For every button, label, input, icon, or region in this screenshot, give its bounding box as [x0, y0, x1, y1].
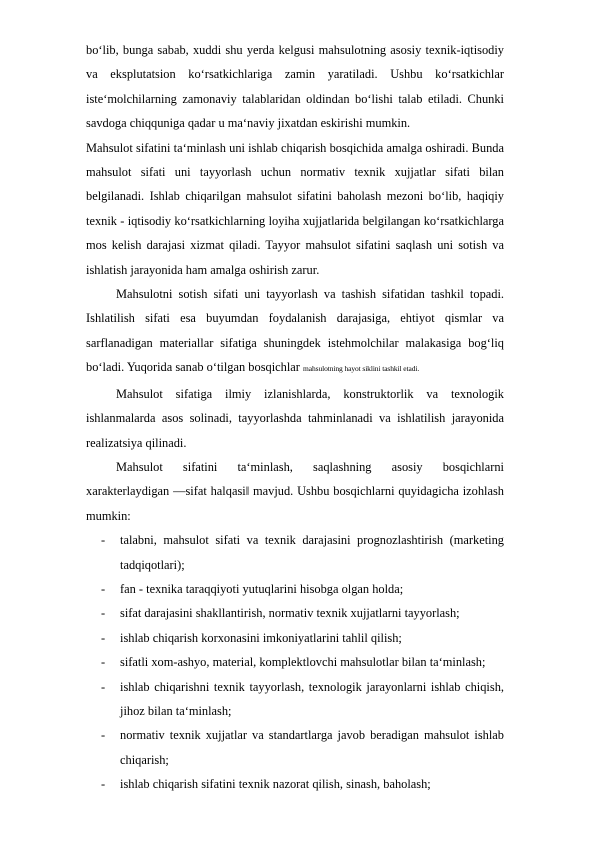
list-item	[86, 626, 504, 650]
list-item	[86, 577, 504, 601]
list-marker: -	[101, 606, 106, 621]
list-item	[86, 723, 504, 772]
list-item	[86, 650, 504, 674]
paragraph-1: bo‘lib, bunga sabab, xuddi shu yerda kelgusi mahsulotning asosiy texnik-iqtisodiy va eksplutatsion ko‘rsatkichlariga zamin yaratiladi. Ushbu ko‘rsatkichlar iste‘molchilarning zamonaviy talablaridan oldindan bo‘lishi talab etiladi. Chunki savdoga chiqquniga qadar u ma‘naviy jixatdan eskirishi mumkin.	[86, 43, 504, 131]
list-marker: -	[101, 533, 106, 548]
paragraph-4: Mahsulot sifatiga ilmiy izlanishlarda, konstruktorlik va texnologik ishlanmalarda asos solinadi, tayyorlashda tahminlanadi va ishlatilish jarayonida realizatsiya qilinadi.	[86, 386, 504, 450]
paragraph-3-text: Mahsulotni sotish sifati uni tayyorlash va tashish sifatidan tashkil topadi. Ishlatilish sifati esa buyumdan foydalanish darajasiga, ehtiyot qismlar va sarflanadigan materiallar sifatiga shuningdek istehmolchilar malakasiga bog‘liq bo‘ladi. Yuqorida sanab o‘tilgan bosqichlar	[86, 287, 504, 375]
list-item-text: sifat darajasini shakllantirish, normativ texnik xujjatlarni tayyorlash;	[120, 606, 460, 621]
list-marker: -	[101, 655, 106, 670]
list-item	[86, 675, 504, 724]
list-item-text: talabni, mahsulot sifati va texnik darajasini prognozlashtirish (marketing tadqiqotlari);	[120, 533, 504, 572]
list-marker: -	[101, 777, 106, 792]
list-item-text: ishlab chiqarish sifatini texnik nazorat qilish, sinash, baholash;	[120, 777, 431, 792]
list-item-text: normativ texnik xujjatlar va standartlarga javob beradigan mahsulot ishlab chiqarish;	[120, 728, 504, 767]
list-marker: -	[101, 581, 106, 596]
list-marker: -	[101, 630, 106, 645]
list-item-text: sifatli xom-ashyo, material, komplektlovchi mahsulotlar bilan ta‘minlash;	[120, 655, 486, 670]
list-item-text: ishlab chiqarishni texnik tayyorlash, texnologik jarayonlarni ishlab chiqish, jihoz bilan ta‘minlash;	[120, 679, 504, 718]
list-item-text: ishlab chiqarish korxonasini imkoniyatlarini tahlil qilish;	[120, 630, 402, 645]
list-item-text: fan - texnika taraqqiyoti yutuqlarini hisobga olgan holda;	[120, 581, 404, 596]
paragraph-3-small-text: mahsulotning hayot siklini tashkil etadi.	[303, 364, 420, 374]
paragraph-3	[86, 282, 504, 382]
stage-list	[86, 528, 504, 796]
paragraph-5: Mahsulot sifatini ta‘minlash, saqlashning asosiy bosqichlarni xarakterlaydigan ―sifat halqasi‖ mavjud. Ushbu bosqichlarni quyidagicha izohlash mumkin:	[86, 459, 504, 523]
list-item	[86, 601, 504, 625]
paragraph-2: Mahsulot sifatini ta‘minlash uni ishlab chiqarish bosqichida amalga oshiradi. Bunda mahsulot sifati uni tayyorlash uchun normativ texnik xujjatlar sifati bilan belgilanadi. Ishlab chiqarilgan mahsulot sifatini baholash mezoni bo‘lib, haqiqiy texnik - iqtisodiy ko‘rsatkichlarning loyiha xujjatlarida belgilangan ko‘rsatkichlarga mos kelish darajasi xizmat qiladi. Tayyor mahsulot sifatini saqlash uni sotish va ishlatish jarayonida ham amalga oshirish zarur.	[86, 140, 504, 277]
list-item	[86, 528, 504, 577]
document-body	[86, 38, 504, 797]
list-marker: -	[101, 679, 106, 694]
list-item	[86, 772, 504, 796]
list-marker: -	[101, 728, 106, 743]
